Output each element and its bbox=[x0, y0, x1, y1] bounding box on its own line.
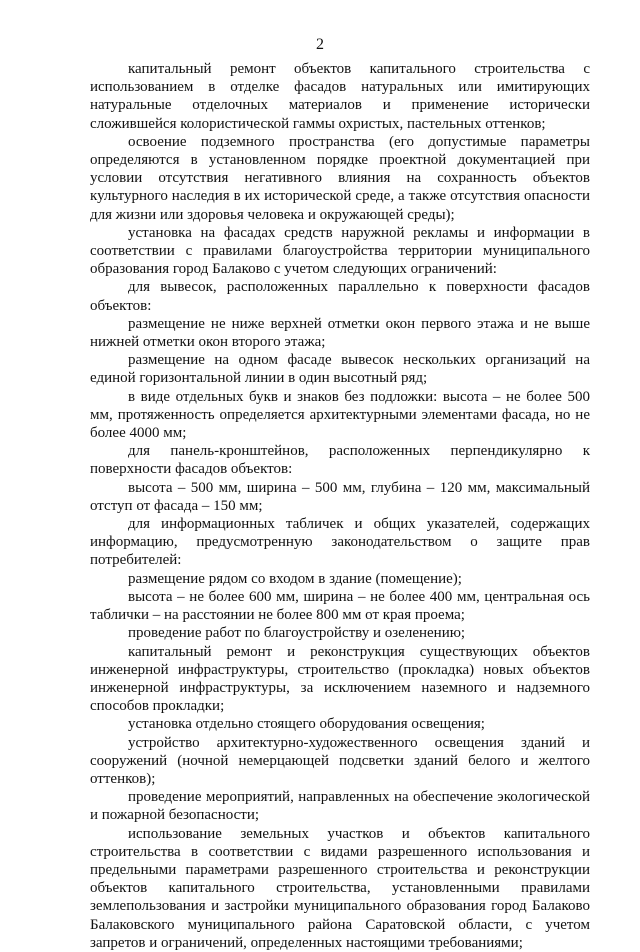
paragraph: размещение на одном фасаде вывесок нескольких организаций на единой горизонтальной линии в один высотный ряд; bbox=[90, 352, 590, 387]
paragraph: размещение не ниже верхней отметки окон первого этажа и не выше нижней отметки окон второго этажа; bbox=[90, 315, 590, 351]
paragraph: освоение подземного пространства (его допустимые параметры определяются в установленном порядке проектной документацией при условии отсутствия негативного влияния на сохранность объектов культурного наследия в их исторической среде, а также отсутствия опасности для жизни или здоровья человека и окружающей среды); bbox=[90, 133, 590, 223]
paragraph: для вывесок, расположенных параллельно к поверхности фасадов объектов: bbox=[90, 279, 590, 314]
paragraph: капитальный ремонт объектов капитального строительства с использованием в отделке фасадов натуральных или имитирующих натуральные отделочных материалов и применение исторически сложившейся колористической гаммы охристых, пастельных оттенков; bbox=[90, 61, 590, 132]
paragraph: высота – не более 600 мм, ширина – не более 400 мм, центральная ось таблички – на расстоянии не более 800 мм от края проема; bbox=[90, 588, 590, 624]
page-number: 2 bbox=[316, 36, 324, 53]
paragraph: капитальный ремонт и реконструкция существующих объектов инженерной инфраструктуры, строительство (прокладка) новых объектов инженерной инфраструктуры, за исключением наземного и надземного способов прокладки; bbox=[90, 643, 590, 715]
paragraph: устройство архитектурно-художественного освещения зданий и сооружений (ночной немерцающей подсветки зданий белого и желтого оттенков); bbox=[90, 734, 590, 787]
body-text bbox=[90, 60, 590, 952]
paragraph: установка на фасадах средств наружной рекламы и информации в соответствии с правилами благоустройства территории муниципального образования город Балаково с учетом следующих ограничений: bbox=[90, 224, 590, 278]
paragraph: размещение рядом со входом в здание (помещение); bbox=[128, 570, 462, 587]
paragraph: высота – 500 мм, ширина – 500 мм, глубина – 120 мм, максимальный отступ от фасада – 150 мм; bbox=[90, 479, 590, 514]
paragraph: для информационных табличек и общих указателей, содержащих информацию, предусмотренную законодательством о защите прав потребителей: bbox=[90, 516, 590, 569]
paragraph: установка отдельно стоящего оборудования освещения; bbox=[128, 716, 485, 733]
paragraph: в виде отдельных букв и знаков без подложки: высота – не более 500 мм, протяженность определяется архитектурными элементами фасада, но не более 4000 мм; bbox=[90, 388, 590, 442]
paragraph: проведение работ по благоустройству и озеленению; bbox=[128, 625, 466, 642]
paragraph: для панель-кронштейнов, расположенных перпендикулярно к поверхности фасадов объектов: bbox=[90, 443, 590, 478]
paragraph: использование земельных участков и объектов капитального строительства в соответствии с видами разрешенного использования и предельными параметрами разрешенного строительства и реконструкции объектов капитального строительства, установленными правилами землепользования и застройки муниципального образования город Балаково Балаковского муниципального района Саратовской области, с учетом запретов и ограничений, определенных настоящими требованиями; bbox=[90, 825, 590, 951]
paragraph: проведение мероприятий, направленных на обеспечение экологической и пожарной безопасности; bbox=[90, 789, 590, 824]
